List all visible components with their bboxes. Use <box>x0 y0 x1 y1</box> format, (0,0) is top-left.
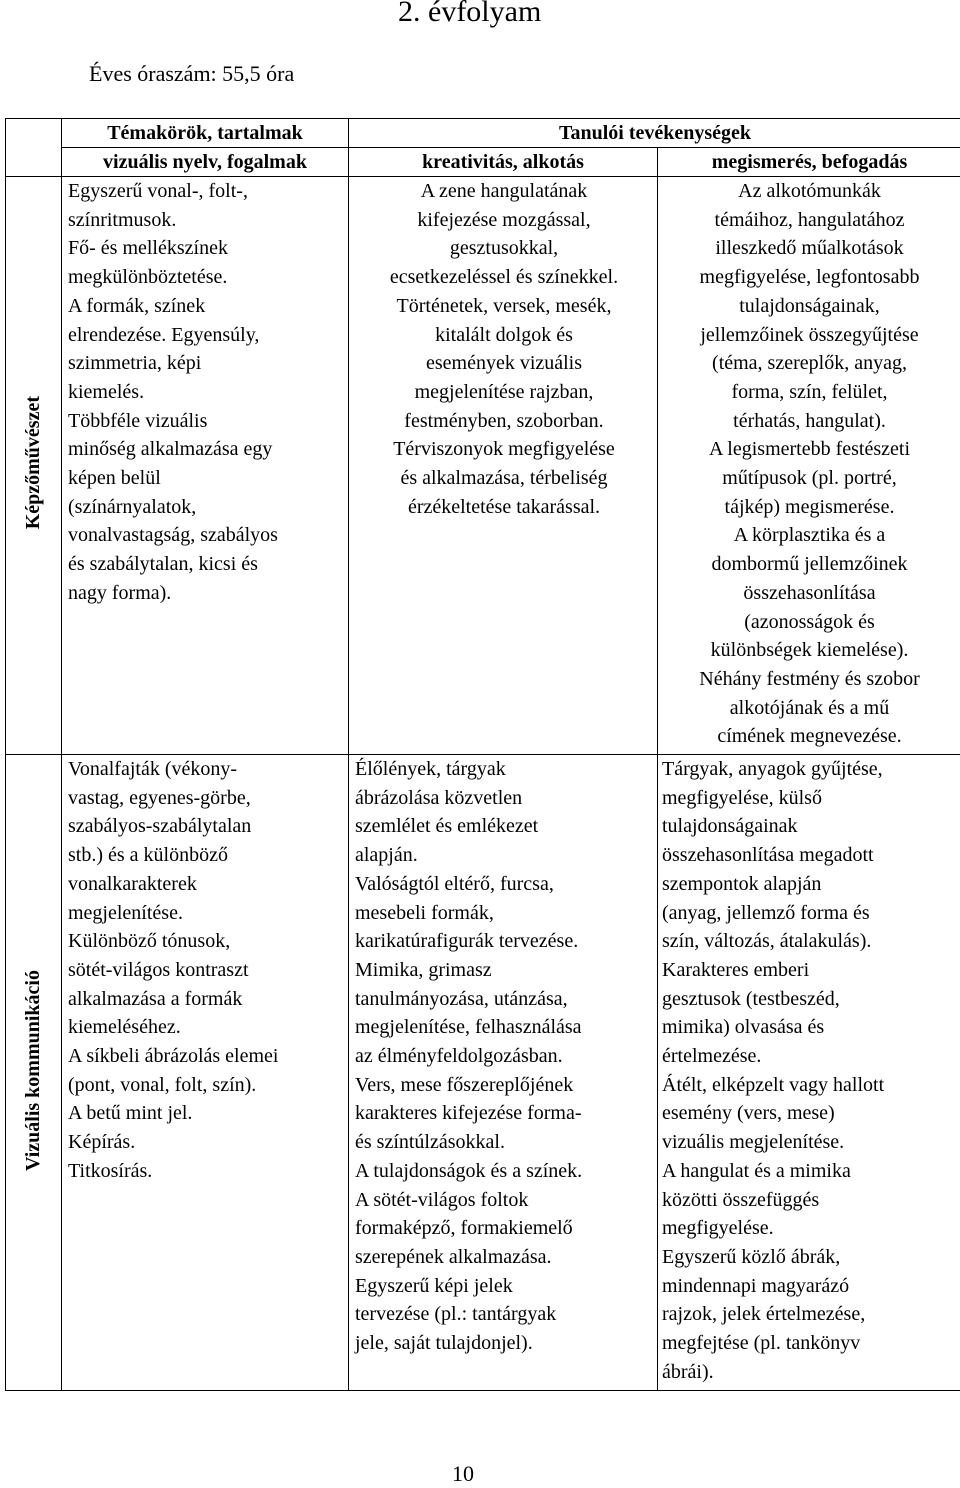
text-line: (színárnyalatok, <box>68 493 344 522</box>
text-line: szemlélet és emlékezet <box>355 812 653 841</box>
text-line: A sötét-világos foltok <box>355 1186 653 1215</box>
page-number: 10 <box>452 1460 474 1488</box>
text-line: Képírás. <box>68 1128 344 1157</box>
text-line: tájkép) megismerése. <box>662 493 957 522</box>
text-line: mesebeli formák, <box>355 899 653 928</box>
text-line: Néhány festmény és szobor <box>662 665 957 694</box>
text-line: Többféle vizuális <box>68 407 344 436</box>
header-row-2 <box>6 148 960 177</box>
text-line: dombormű jellemzőinek <box>662 550 957 579</box>
text-line: illeszkedő műalkotások <box>662 234 957 263</box>
text-line: megfigyelése. <box>662 1214 957 1243</box>
text-line: különbségek kiemelése). <box>662 636 957 665</box>
text-line: A körplasztika és a <box>662 521 957 550</box>
header-corner <box>6 119 62 177</box>
text-line: vastag, egyenes-görbe, <box>68 784 344 813</box>
text-line: vizuális megjelenítése. <box>662 1128 957 1157</box>
text-line: összehasonlítása <box>662 579 957 608</box>
text-line: Titkosírás. <box>68 1157 344 1186</box>
text-line: nagy forma). <box>68 579 344 608</box>
text-line: sötét-világos kontraszt <box>68 956 344 985</box>
text-line: mindennapi magyarázó <box>662 1272 957 1301</box>
text-line: mimika) olvasása és <box>662 1013 957 1042</box>
table-row <box>6 177 960 755</box>
text-line: megfejtése (pl. tankönyv <box>662 1329 957 1358</box>
text-line: vonalvastagság, szabályos <box>68 521 344 550</box>
text-line: vonalkarakterek <box>68 870 344 899</box>
text-line: Valóságtól eltérő, furcsa, <box>355 870 653 899</box>
text-line: kifejezése mozgással, <box>355 206 653 235</box>
text-line: témáihoz, hangulatához <box>662 206 957 235</box>
table-row <box>6 755 960 1391</box>
text-line: színritmusok. <box>68 206 344 235</box>
text-line: gesztusokkal, <box>355 234 653 263</box>
text-line: Átélt, elképzelt vagy hallott <box>662 1071 957 1100</box>
text-line: tervezése (pl.: tantárgyak <box>355 1300 653 1329</box>
text-line: kiemeléséhez. <box>68 1013 344 1042</box>
text-line: közötti összefüggés <box>662 1186 957 1215</box>
content-cell <box>62 177 349 755</box>
text-line: és szabálytalan, kicsi és <box>68 550 344 579</box>
header-topics: Témakörök, tartalmak <box>62 119 349 148</box>
side-label: Vizuális kommunikáció <box>22 970 45 1171</box>
text-line: tulajdonságainak, <box>662 292 957 321</box>
text-line: Egyszerű képi jelek <box>355 1272 653 1301</box>
text-line: minőség alkalmazása egy <box>68 435 344 464</box>
text-line: szín, változás, átalakulás). <box>662 927 957 956</box>
text-line: érzékeltetése takarással. <box>355 493 653 522</box>
text-line: megkülönböztetése. <box>68 263 344 292</box>
text-line: értelmezése. <box>662 1042 957 1071</box>
content-cell <box>658 755 960 1391</box>
text-line: A legismertebb festészeti <box>662 435 957 464</box>
text-line: alapján. <box>355 841 653 870</box>
text-line: Az alkotómunkák <box>662 177 957 206</box>
text-line: A formák, színek <box>68 292 344 321</box>
text-line: Vonalfajták (vékony- <box>68 755 344 784</box>
text-line: Karakteres emberi <box>662 956 957 985</box>
text-line: összehasonlítása megadott <box>662 841 957 870</box>
text-line: megfigyelése, legfontosabb <box>662 263 957 292</box>
text-line: Vers, mese főszereplőjének <box>355 1071 653 1100</box>
text-line: (anyag, jellemző forma és <box>662 899 957 928</box>
text-line: Egyszerű közlő ábrák, <box>662 1243 957 1272</box>
content-cell <box>349 755 658 1391</box>
text-line: kitalált dolgok és <box>355 321 653 350</box>
text-line: (pont, vonal, folt, szín). <box>68 1071 344 1100</box>
text-line: megjelenítése rajzban, <box>355 378 653 407</box>
content-cell <box>349 177 658 755</box>
subheader-creativity: kreativitás, alkotás <box>349 148 658 177</box>
text-line: esemény (vers, mese) <box>662 1099 957 1128</box>
text-line: megfigyelése, külső <box>662 784 957 813</box>
text-line: karikatúrafigurák tervezése. <box>355 927 653 956</box>
text-line: ábrázolása közvetlen <box>355 784 653 813</box>
text-line: stb.) és a különböző <box>68 841 344 870</box>
header-activities: Tanulói tevékenységek <box>349 119 960 148</box>
text-line: Különböző tónusok, <box>68 927 344 956</box>
text-line: elrendezése. Egyensúly, <box>68 321 344 350</box>
side-label-cell <box>6 177 62 755</box>
text-line: A hangulat és a mimika <box>662 1157 957 1186</box>
text-line: ábrái). <box>662 1358 957 1387</box>
content-cell <box>62 755 349 1391</box>
text-line: kiemelés. <box>68 378 344 407</box>
text-line: jellemzőinek összegyűjtése <box>662 321 957 350</box>
text-line: képen belül <box>68 464 344 493</box>
text-line: események vizuális <box>355 349 653 378</box>
text-line: Tárgyak, anyagok gyűjtése, <box>662 755 957 784</box>
text-line: szempontok alapján <box>662 870 957 899</box>
text-line: műtípusok (pl. portré, <box>662 464 957 493</box>
text-line: megjelenítése, felhasználása <box>355 1013 653 1042</box>
text-line: A betű mint jel. <box>68 1099 344 1128</box>
text-line: tanulmányozása, utánzása, <box>355 985 653 1014</box>
text-line: Térviszonyok megfigyelése <box>355 435 653 464</box>
annual-hours: Éves óraszám: 55,5 óra <box>89 60 294 88</box>
text-line: az élményfeldolgozásban. <box>355 1042 653 1071</box>
text-line: és alkalmazása, térbeliség <box>355 464 653 493</box>
page-title: 2. évfolyam <box>398 0 541 30</box>
text-line: és színtúlzásokkal. <box>355 1128 653 1157</box>
text-line: Élőlények, tárgyak <box>355 755 653 784</box>
text-line: tulajdonságainak <box>662 812 957 841</box>
side-label-cell <box>6 755 62 1391</box>
text-line: karakteres kifejezése forma- <box>355 1099 653 1128</box>
header-row-1 <box>6 119 960 148</box>
text-line: Fő- és mellékszínek <box>68 234 344 263</box>
text-line: Mimika, grimasz <box>355 956 653 985</box>
text-line: szerepének alkalmazása. <box>355 1243 653 1272</box>
text-line: megjelenítése. <box>68 899 344 928</box>
text-line: ecsetkezeléssel és színekkel. <box>355 263 653 292</box>
text-line: (azonosságok és <box>662 608 957 637</box>
text-line: forma, szín, felület, <box>662 378 957 407</box>
text-line: A síkbeli ábrázolás elemei <box>68 1042 344 1071</box>
text-line: térhatás, hangulat). <box>662 407 957 436</box>
text-line: alkalmazása a formák <box>68 985 344 1014</box>
text-line: jele, saját tulajdonjel). <box>355 1329 653 1358</box>
text-line: szimmetria, képi <box>68 349 344 378</box>
text-line: címének megnevezése. <box>662 722 957 751</box>
text-line: alkotójának és a mű <box>662 694 957 723</box>
text-line: Egyszerű vonal-, folt-, <box>68 177 344 206</box>
text-line: (téma, szereplők, anyag, <box>662 349 957 378</box>
content-cell <box>658 177 960 755</box>
curriculum-table <box>5 118 960 1391</box>
subheader-reception: megismerés, befogadás <box>658 148 960 177</box>
text-line: A zene hangulatának <box>355 177 653 206</box>
text-line: A tulajdonságok és a színek. <box>355 1157 653 1186</box>
text-line: rajzok, jelek értelmezése, <box>662 1300 957 1329</box>
text-line: Történetek, versek, mesék, <box>355 292 653 321</box>
text-line: festményben, szoborban. <box>355 407 653 436</box>
text-line: gesztusok (testbeszéd, <box>662 985 957 1014</box>
subheader-language: vizuális nyelv, fogalmak <box>62 148 349 177</box>
text-line: szabályos-szabálytalan <box>68 812 344 841</box>
text-line: formaképző, formakiemelő <box>355 1214 653 1243</box>
side-label: Képzőművészet <box>22 396 45 529</box>
